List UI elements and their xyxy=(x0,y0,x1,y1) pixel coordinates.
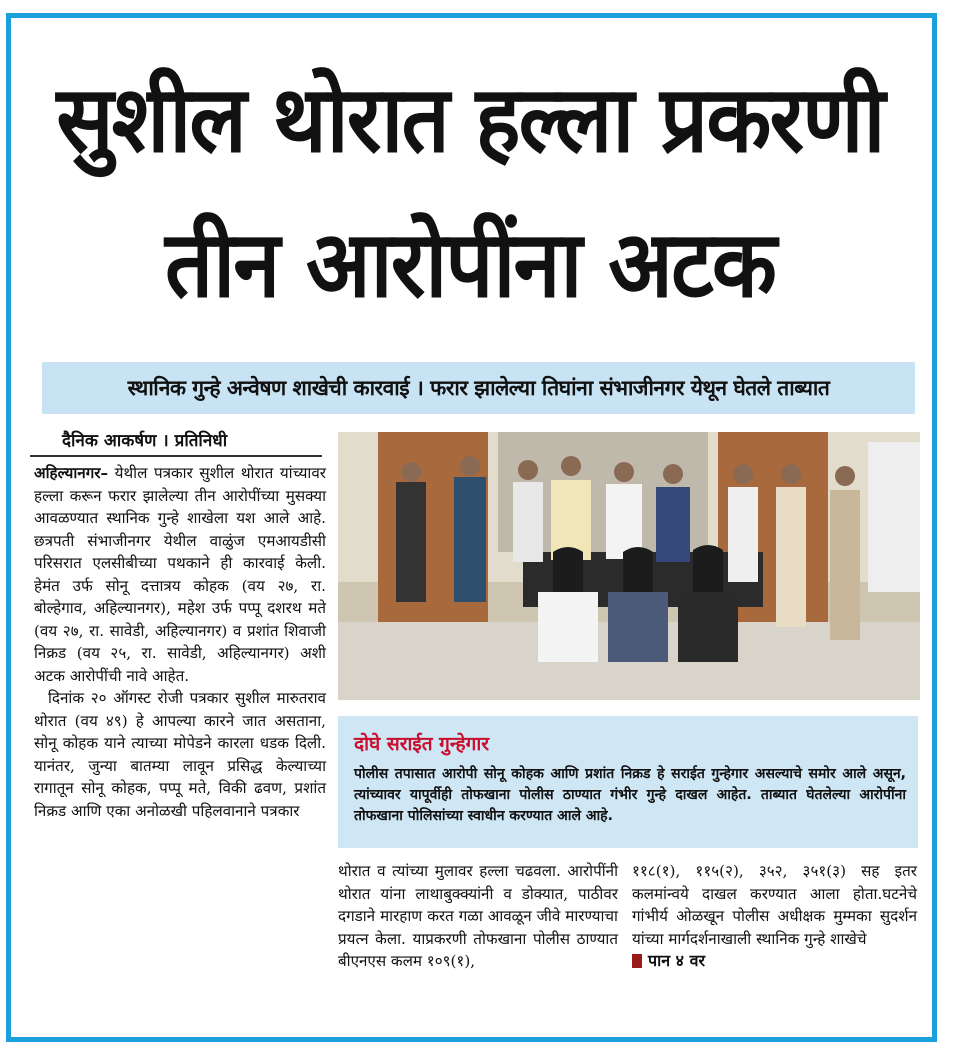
article-paragraph-1 xyxy=(34,462,326,687)
article-paragraph-2: दिनांक २० ऑगस्ट रोजी पत्रकार सुशील मारुतराव थोरात (वय ४९) हे आपल्या कारने जात असताना, सोनू कोहक याने त्याच्या मोपेडने कारला धडक दिली. यानंतर, जुन्या बातम्या लावून प्रसिद्ध केल्याच्या रागातून सोनू कोहक, पप्पू मते, विकी ढवण, प्रशांत निक्रड आणि एका अनोळखी पहिलवानाने पत्रकार xyxy=(34,689,326,820)
subheadline-bar: स्थानिक गुन्हे अन्वेषण शाखेची कारवाई । फरार झालेल्या तिघांना संभाजीनगर येथून घेतले ताब्यात xyxy=(42,362,915,414)
byline: दैनिक आकर्षण । प्रतिनिधी xyxy=(62,431,228,451)
headline-line-2: तीन आरोपींना अटक xyxy=(164,211,776,318)
article-column-2: थोरात व त्यांच्या मुलावर हल्ला चढवला. आरोपींनी थोरात यांना लाथाबुक्क्यांनी व डोक्यात, पाठीवर दगडाने मारहाण करत गळा आवळून जीवे मारण्याचा प्रयत्न केला. याप्रकरणी तोफखाना पोलीस ठाण्यात बीएनएस कलम १०९(१), xyxy=(338,862,618,970)
dateline: अहिल्यानगर– xyxy=(34,464,109,482)
sidebar-text: पोलीस तपासात आरोपी सोनू कोहक आणि प्रशांत निक्रड हे सराईत गुन्हेगार असल्याचे समोर आले असून, त्यांच्यावर यापूर्वीही तोफखाना पोलीस ठाण्यात गंभीर गुन्हे दाखल आहेत. ताब्यात घेतलेल्या आरोपींना तोफखाना पोलिसांच्या स्वाधीन करण्यात आले आहे. xyxy=(354,766,906,824)
square-bullet-icon xyxy=(632,954,642,968)
article-column-1 xyxy=(34,462,326,822)
sidebar-title: दोघे सराईत गुन्हेगार xyxy=(354,733,490,755)
paragraph-1-text: येथील पत्रकार सुशील थोरात यांच्यावर हल्ला करून फरार झालेल्या तीन आरोपींच्या मुसक्या आवळण्यात स्थानिक गुन्हे शाखेला यश आले आहे. छत्रपती संभाजीनगर येथील वाळुंज एमआयडीसी परिसरात एलसीबीच्या पथकाने ही कारवाई केली. हेमंत उर्फ सोनू दत्तात्रय कोहक (वय २७, रा. बोल्हेगाव, अहिल्यानगर), महेश उर्फ पप्पू दशरथ मते (वय २७, रा. सावेडी, अहिल्यानगर) व प्रशांत शिवाजी निक्रड (वय २५, रा. सावेडी, अहिल्यानगर) अशी अटक आरोपींची नावे आहेत. xyxy=(34,464,326,685)
byline-divider xyxy=(30,455,322,457)
column-3-text: ११८(१), ११५(२), ३५२, ३५१(३) सह इतर कलमांन्वये दाखल करण्यात आला होता.घटनेचे गांभीर्य ओळखून पोलीस अधीक्षक मुम्मका सुदर्शन यांच्या मार्गदर्शनाखाली स्थानिक गुन्हे शाखेचे xyxy=(632,862,917,948)
headline-line-1: सुशील थोरात हल्ला प्रकरणी xyxy=(56,66,884,173)
continued-label: पान ४ वर xyxy=(648,951,706,970)
continued-marker xyxy=(632,950,917,973)
news-photo-illustration xyxy=(338,432,920,700)
news-photo xyxy=(338,432,920,700)
sidebar-box xyxy=(338,716,918,848)
article-column-3 xyxy=(632,860,917,973)
